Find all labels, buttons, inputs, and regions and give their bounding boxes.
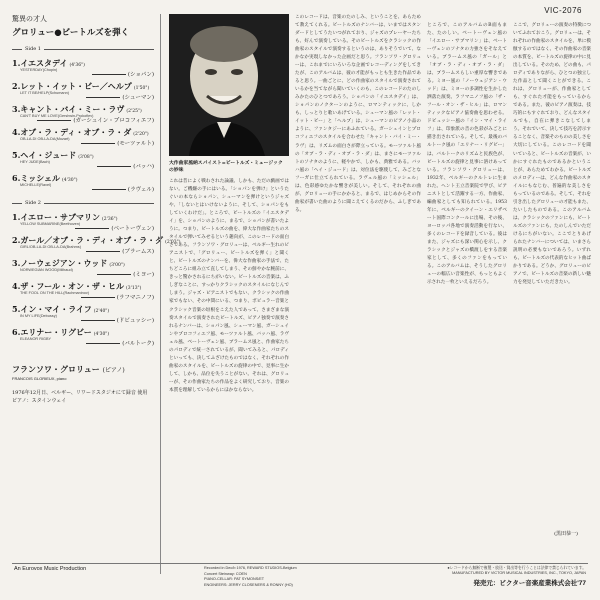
track-composer-style: (シューマン) — [86, 93, 154, 101]
track-title: 1.イエロー・サブマリン (2'36") — [12, 212, 118, 222]
distributor: 発売元：ビクター音楽産業株式会社'77 — [473, 579, 586, 587]
track-title: 6.ミッシェル (4'30") — [12, 173, 78, 183]
portrait-illustration — [169, 14, 289, 156]
track-duration: (2'03") — [165, 240, 181, 245]
track-title: 4.オブ・ラ・ディ・オブ・ラ・ダ (2'20") — [12, 127, 149, 137]
performer-name: フランソワ・グロリュー — [12, 364, 100, 374]
track-duration: (3'13") — [125, 286, 142, 291]
track-duration: (2'40") — [93, 309, 110, 314]
track-composer-style: (ラヴェル) — [92, 185, 154, 193]
album-subtitle: 驚異の才人 — [12, 15, 47, 23]
side1-tracks — [12, 58, 154, 196]
track-duration: (2'20") — [133, 132, 149, 137]
photo-caption: 大作曲家風納スパイスト=ビートルズ・ミュージックの妙味 — [169, 160, 283, 173]
track-composer-style: (ベートーヴェン) — [75, 224, 154, 232]
track-row — [12, 212, 154, 235]
track-composer-style: (ラフマニノフ) — [81, 293, 154, 301]
track-original-title: YESTERDAY(Chopin) — [20, 68, 58, 72]
track-composer-style: (ミヨー) — [97, 270, 154, 278]
side1-heading: Side 1 — [12, 46, 154, 52]
track-original-title: ELEANOR RIGBY — [20, 337, 52, 341]
track-composer-style: (ブラームス) — [86, 247, 154, 255]
track-duration: (2'36") — [102, 217, 118, 222]
track-original-title: LET IT BE/HELP(Schumann) — [20, 91, 70, 95]
credit-line: PIANO-CELLAR: PAT SYMONS/ET — [204, 577, 265, 581]
performer-photo — [169, 14, 289, 156]
track-original-title: CAN'T BUY ME LOVE(Gershwin-Prokofiev) — [20, 114, 94, 118]
track-original-title: IN MY LIFE(Debussy) — [20, 314, 57, 318]
track-duration: (3'08") — [78, 155, 94, 160]
track-duration: (4'30") — [93, 332, 110, 337]
side2-tracks — [12, 212, 181, 350]
track-composer-style: (バッハ) — [97, 162, 154, 170]
track-original-title: GIRL/OB-LA-DI OB-LA-DA(Brahms) — [20, 245, 81, 249]
track-title: 2.ガール／オブ・ラ・ディ・オブ・ラ・ダ (2'03") — [12, 235, 181, 245]
track-original-title: HEY JUDE(Bach) — [20, 160, 50, 164]
track-title: 1.イエスタデイ (4'36") — [12, 58, 85, 68]
essay-column-4: ここで、グロリューの演奏の特徴についてふれておこう。グロリューは、それぞれの作曲家のスタイルを、単に模倣するのではなく、その作曲家の音楽の本質を、ビートルズの旋律の中に見出している。そのため、どの曲も、パロディでありながら、ひとつの独立した作品として聞くことができる。これは、グロリューが、作曲家としても、すぐれた才能をもっているからである。また、彼のピアノ演奏は、技巧的にもすぐれており、どんなスタイルでも、自在に弾きこなしてしまう。それでいて、決して技巧を誇示することなく、音楽そのものの美しさを大切にしている。このレコードを聞いていると、ビートルズの音楽が、いかにすぐれたものであるかということが、あらためてわかる。ビートルズのメロディーは、どんな作曲家のスタイルにもなじむ、普遍的な美しさをもっているのである。そして、それを引き出したグロリューの才能もまた、たいしたものである。このアルバムは、クラシックのファンにも、ビートルズのファンにも、たのしんでいただけるにちがいない。ここでとりあげられたナンバーについては、いまさら説明の必要もないであろう。いずれも、ビートルズの代表的なヒット曲ばかりである。どうか、グロリューのピアノで、ビートルズの音楽の新しい魅力を発見していただきたい。 — [513, 23, 591, 285]
track-duration: (4'30") — [62, 178, 78, 183]
track-duration: (2'25") — [126, 109, 142, 114]
album-title: グロリュー●ビートルズを弾く — [12, 28, 130, 38]
track-composer-style: (モーツァルト) — [81, 139, 154, 147]
manufacturer-en: MANUFACTURED BY VICTOR MUSICAL INDUSTRIES, INC., TOKYO, JAPAN — [452, 571, 586, 576]
track-original-title: NORWEGIAN WOOD(Milhaud) — [20, 268, 73, 272]
credit-line: Concert Steinway: COEN — [204, 571, 247, 576]
production-label: An Eurovox Music Production — [14, 566, 87, 572]
track-original-title: OB-LA-DI OB-LA-DA(Mozart) — [20, 137, 70, 141]
manufacturer-block — [447, 566, 586, 587]
credit-line: Recorded in Dec/b 1976, REWARD STUDIOS-Belgium — [204, 566, 297, 570]
track-duration: (4'36") — [69, 63, 85, 68]
track-row — [12, 235, 181, 258]
performer-name-en: FRANCOIS GLORIEUX, piano — [12, 376, 67, 381]
recording-note: 1976年12月日、ベルギー、リワードスタジオにて録音 使用ピアノ：スタインウェイ — [12, 390, 148, 404]
track-row — [12, 81, 154, 104]
performer — [12, 364, 154, 375]
track-title: 4.ザ・フール・オン・ザ・ヒル (3'13") — [12, 281, 142, 291]
track-row — [12, 327, 154, 350]
track-composer-style: (ガーシュイン・プロコフィエフ) — [37, 116, 154, 124]
essay-column-1: これは昔によく戦わされた論議、しかも、ただの戯画ではない。ご機嫌の手にはいる。「ショパンを弾け」というたぐいの本ならショパン、シューマンを弾けというジャズや、「しないとはいけないように、そして、ショパンをもしていくわけだ」。ところで、ビートルズの「イエスタデイ」を、ショパンのように、まるで、ショパンが書いたように。つまり、ビートルズの曲を、偉大な作曲家たちのスタイルで弾いてみせるという趣向が、このレコードの面白さである。フランソワ・グロリューは、ベルギー生れのピアニストで、「グロリュー、ビートルズを弾く」と聞くと、ビートルズのナンバーを、偉大な作曲家の手法で、たちどころに組み立て直してしまう、その鮮やかな腕前に、きっと驚かされるにちがいない。ビートルズの音楽は、ふしぎなことに、すっかりクラシックのスタイルになじんでしまう。ジャズ・ピアニストでもない、クラシックの作曲家でもない、その中間にいる、つまり、ポピュラー音楽とクラシック音楽の垣根をこえた人であって、さまざまな演奏スタイルで演奏されたビートルズ、ピアノ独奏で演奏されるナンバーは、ショパン風、シューマン風、ガーシュインやプロコフィエフ風、モーツァルト風、バッハ風、ラヴェル風、ベートーヴェン風、ブラームス風と、作曲家たちのパロディで統一されているが、聞いてみると、パロディといっても、決してふざけたものではなく、それぞれの作曲家のスタイルを、ビートルズの旋律の中で、見事に生かして、しかも、品位を失うことがない。それは、グロリューが、その作曲家たちの作品をよく研究しており、音楽の本質を理解しているからにほかならない。 — [169, 179, 289, 393]
track-title: 5.ヘイ・ジュード (3'08") — [12, 150, 94, 160]
track-original-title: THE FOOL ON THE HILL(Rachmaninov) — [20, 291, 89, 295]
track-row — [12, 150, 154, 173]
track-composer-style: (ドビュッシー) — [81, 316, 154, 324]
copyright-notice: ●レコードから無断で複製・放送・貸出等を行うことは法律で禁じられています。 — [447, 566, 586, 570]
track-title: 2.レット・イット・ビー／ヘルプ (1'50") — [12, 81, 150, 91]
track-duration: (3'00") — [109, 263, 125, 268]
essay-column-3: ところで、このアルバムのB面もまた、たのしい。ベートーヴェン風の「イエロー・サブマリン」は、ベートーヴェンのソナタの力強さをそなえている。ブラームス風の「ガール」と「オブ・ラ・ディ・オブ・ラ・ダ」は、ブラームスらしい重厚な響きである。ミヨー風の「ノーウェジアン・ウッド」は、ミヨーの多調性を生かした洒落た演奏。ラフマニノフ風の「ザ・フール・オン・ザ・ヒル」は、ロマンティックなピアノ協奏曲を思わせる。ドビュッシー風の「イン・マイ・ライフ」は、印象派の音の色彩がみごとに描き出されている。そして、最後のバルトーク風の「エリナー・リグビー」は、バルトークのリズムと民族色が、ビートルズの旋律と見事に溶けあっている。フランソワ・グロリューは、1932年、ベルギーのクルトレに生まれた。ヘント王立音楽院で学び、ピアニストとして活躍する一方、作曲家、編曲家としても知られている。1953年に、ベルギーのクイーン・エリザベート国際コンクールに出場、その後、ヨーロッパ各地で演奏活動を行ない、多くのレコードを録音している。彼はまた、ジャズにも深い関心を示し、クラシックとジャズの橋渡しをする音楽家として、多くのファンをもっている。このアルバムは、そうしたグロリューの幅広い音楽性が、もっともよく示された一枚といえるだろう。 — [427, 23, 507, 285]
track-list-column — [12, 14, 181, 574]
track-row — [12, 58, 154, 81]
track-duration: (1'50") — [133, 86, 150, 91]
credit-line: ENGINEERS: JERRY CLOSENERS & RONNY (HO) — [204, 582, 293, 587]
side2-heading: Side 2 — [12, 200, 154, 206]
column-divider — [160, 14, 161, 574]
track-composer-style: (バルトーク) — [86, 339, 154, 347]
track-original-title: YELLOW SUBMARINE(Beethoven) — [20, 222, 81, 226]
performer-role: (ピアノ) — [102, 367, 125, 374]
catalog-number: VIC-2076 — [544, 6, 582, 15]
track-row — [12, 104, 154, 127]
track-row — [12, 173, 154, 196]
track-title: 3.ノーウェジアン・ウッド (3'00") — [12, 258, 125, 268]
credit-lines — [204, 566, 297, 588]
footer-rule — [12, 563, 588, 564]
track-row — [12, 127, 154, 150]
track-title: 5.イン・マイ・ライフ (2'40") — [12, 304, 110, 314]
track-row — [12, 281, 154, 304]
track-row — [12, 304, 154, 327]
essay-column-2: このレコードは、音楽のたのしみ、ということを、あらためて教えてくれる。ビートルズのナンバーは、いまではスタンダードとしてうたいつがれており、ジャズのプレーヤーたちも、好んで演奏している。そのビートルズをクラシックの作曲家のスタイルで演奏するというのは、ありそうでいて、なかなか実現しなかった企画だと思う。フランソワ・グロリューは、これまでにいろいろな企画でレコーディングをしてきたが、このアルバムは、彼の才能がもっとも生きた作品であると思う。一曲ごとに、どの作曲家のスタイルで演奏されているかを当てながら聞いていくのも、このレコードのたのしみかたのひとつであろう。ショパンの「イエスタデイ」は、ショパンのノクターンのように、ロマンティックに、しかも、しっとりと歌いあげている。シューマン風の「レット・イット・ビー」と「ヘルプ」は、シューマンのピアノ小品のように、ファンタジーにあふれている。ガーシュインとプロコフィエフのスタイルを合わせた「キャント・バイ・ミー・ラヴ」は、リズムの面白さが際立っている。モーツァルト風の「オブ・ラ・ディ・オブ・ラ・ダ」は、まさにモーツァルトのソナタのように、軽やかで、しかも、典雅である。バッハ風の「ヘイ・ジュード」は、対位法を駆使して、みごとなフーガに仕立てられている。ラヴェル風の「ミッシェル」は、色彩感ゆたかな響きが美しい。そして、それぞれの曲が、グロリューの手にかかると、まるで、はじめからその作曲家が書いた曲のように聞こえてくるのだから、ふしぎである。 — [295, 15, 421, 213]
track-row — [12, 258, 154, 281]
author-signature: (黒田恭一) — [554, 531, 578, 537]
recording-credits — [204, 566, 297, 588]
track-original-title: MICHELLE(Ravel) — [20, 183, 52, 187]
track-composer-style: (ショパン) — [92, 70, 154, 78]
track-title: 3.キャント・バイ・ミー・ラヴ (2'25") — [12, 104, 142, 114]
track-title: 6.エリナー・リグビー (4'30") — [12, 327, 110, 337]
